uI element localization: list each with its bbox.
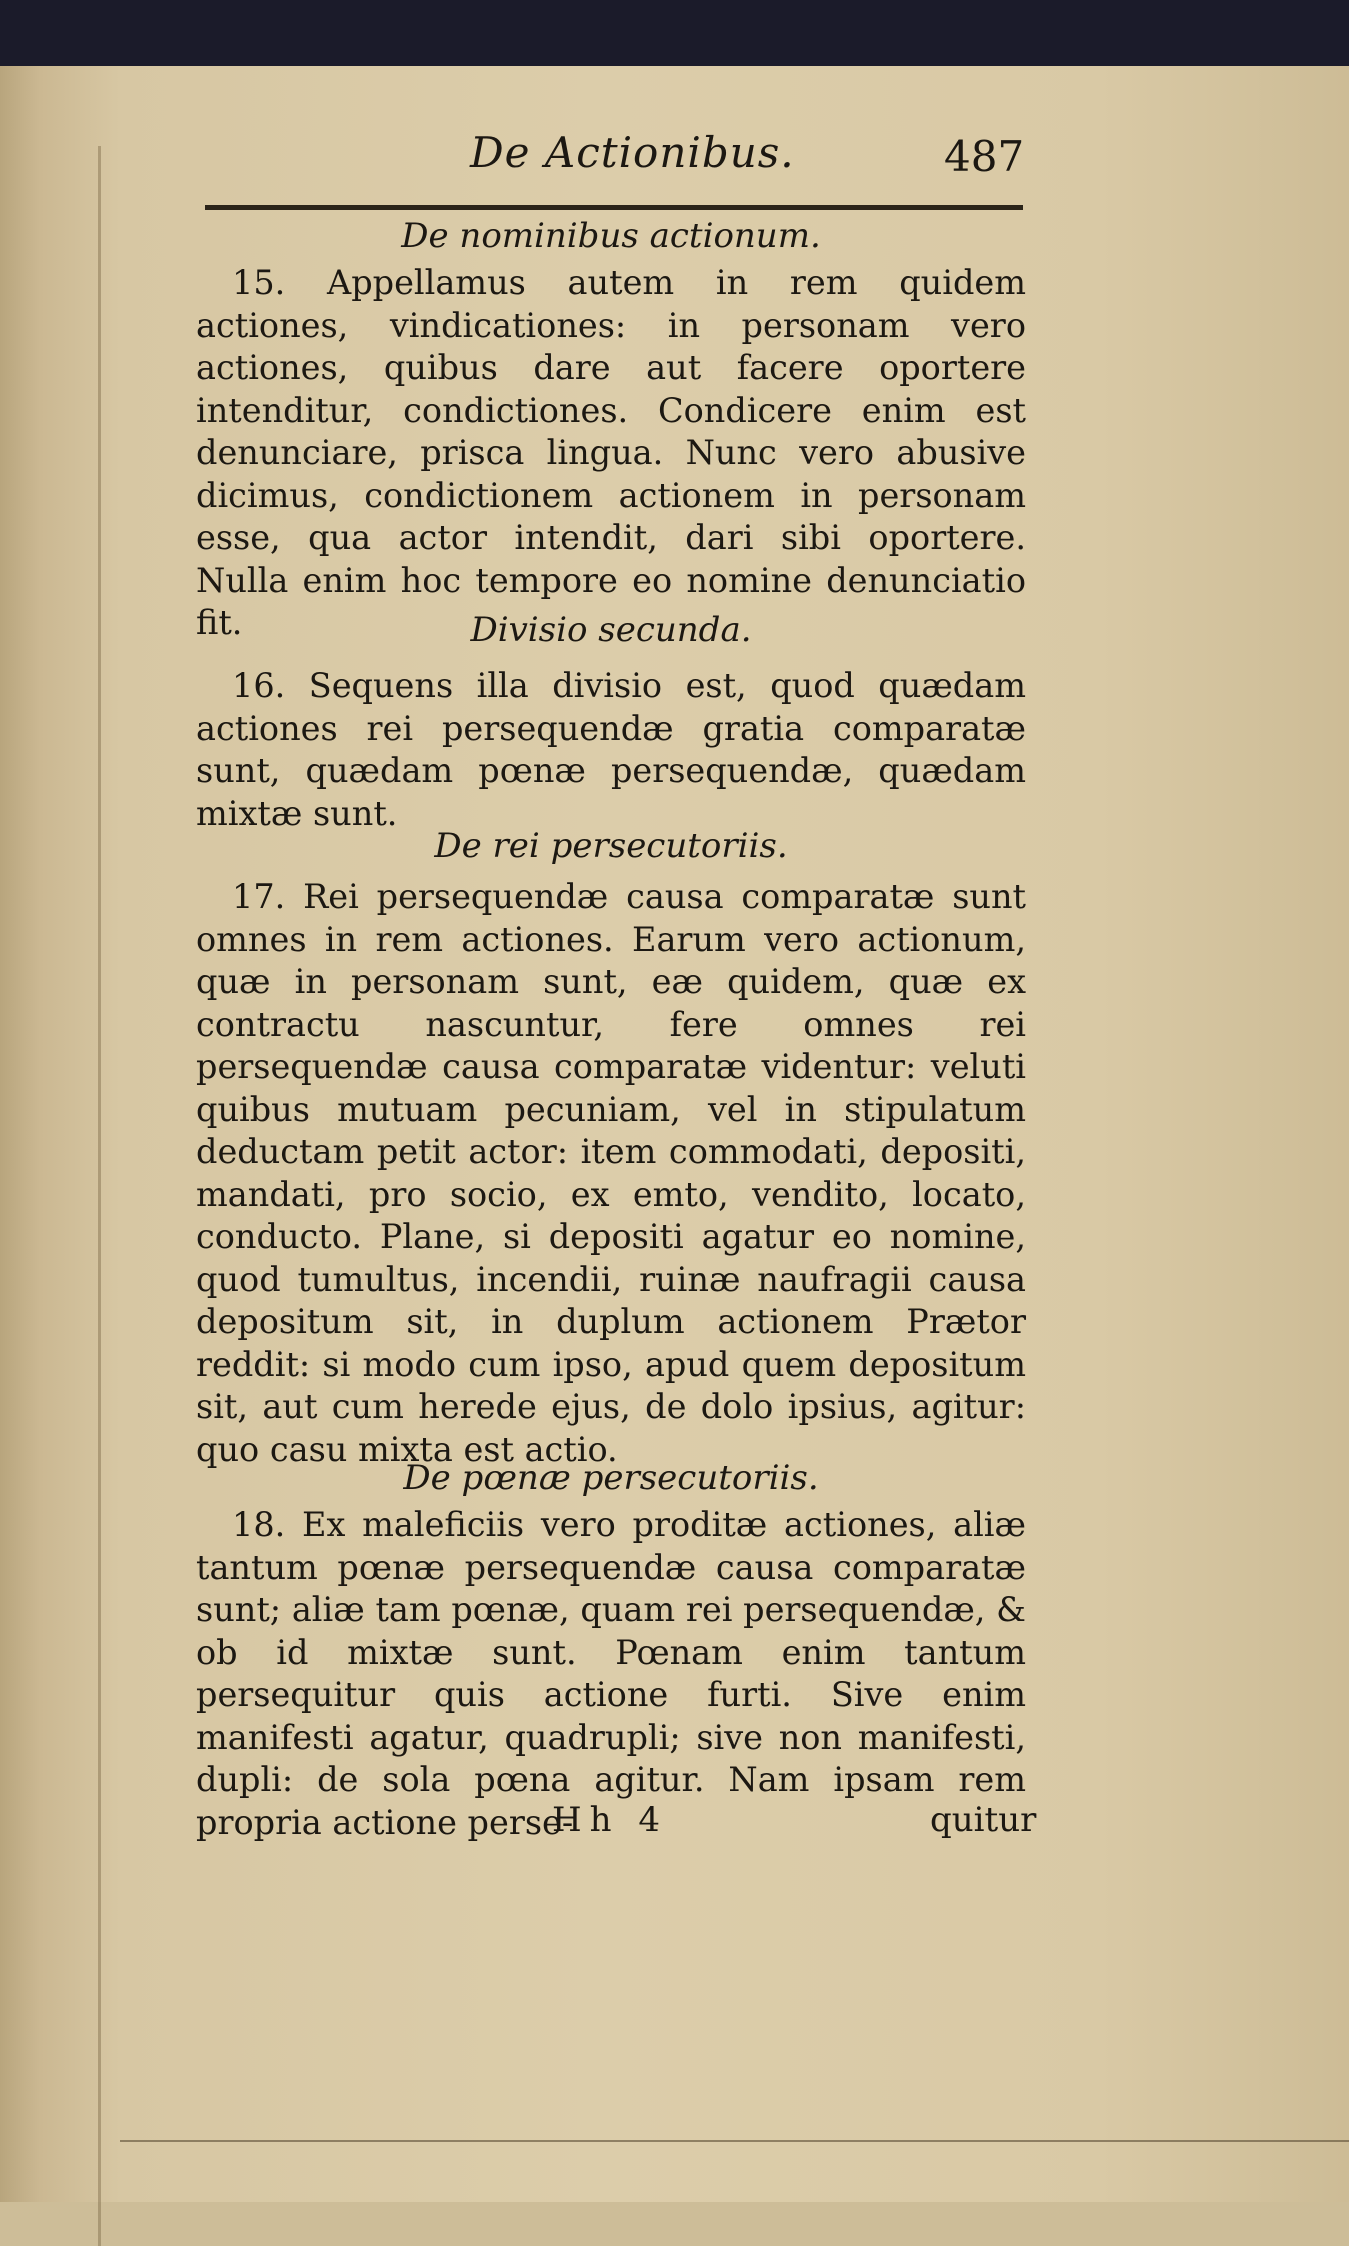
section-text-16 — [196, 665, 1026, 835]
paragraph-15: 15. Appellamus autem in rem quidem actiones, vindicationes: in personam vero actiones, quibus dare aut facere oportere intenditur, condictiones. Condicere enim est denunciare, prisca lingua. Nunc vero abusive dicimus, condictionem actionem in personam esse, qua actor intendit, dari sibi oportere. Nulla enim hoc tempore eo nomine denunciatio fit. — [196, 263, 1026, 642]
page-bottom-edge — [120, 2140, 1349, 2142]
section-heading-divisio: Divisio secunda. — [470, 610, 752, 650]
header-rule — [205, 205, 1023, 210]
catchword: quitur — [930, 1800, 1037, 1840]
page-gutter-shadow — [98, 146, 101, 2246]
section-heading-poenae: De pœnæ persecutoriis. — [403, 1458, 819, 1498]
page-number: 487 — [944, 132, 1025, 181]
section-heading-nominibus: De nominibus actionum. — [401, 216, 821, 256]
section-text-18 — [196, 1504, 1026, 1844]
scan-top-border — [0, 0, 1349, 66]
section-text-15 — [196, 262, 1026, 645]
section-text-17 — [196, 876, 1026, 1471]
signature-mark: Hh 4 — [552, 1800, 668, 1840]
section-heading-rei: De rei persecutoriis. — [434, 826, 788, 866]
paragraph-16: 16. Sequens illa divisio est, quod quædam actiones rei persequendæ gratia comparatæ sunt, quædam pœnæ persequendæ, quædam mixtæ sunt. — [196, 666, 1026, 833]
paragraph-18: 18. Ex maleficiis vero proditæ actiones, aliæ tantum pœnæ persequendæ causa comparatæ sunt; aliæ tam pœnæ, quam rei persequendæ, & ob id mixtæ sunt. Pœnam enim tantum persequitur quis actione furti. Sive enim manifesti agatur, quadrupli; sive non manifesti, dupli: de sola pœna agitur. Nam ipsam rem propria actione perse- — [196, 1505, 1026, 1842]
running-head: De Actionibus. — [470, 128, 795, 177]
paragraph-17: 17. Rei persequendæ causa comparatæ sunt omnes in rem actiones. Earum vero actionum, quæ in personam sunt, eæ quidem, quæ ex contractu nascuntur, fere omnes rei persequendæ causa comparatæ videntur: veluti quibus mutuam pecuniam, vel in stipulatum deductam petit actor: item commodati, depositi, mandati, pro socio, ex emto, vendito, locato, conducto. Plane, si depositi agatur eo nomine, quod tumultus, incendii, ruinæ naufragii causa depositum sit, in duplum actionem Prætor reddit: si modo cum ipso, apud quem depositum sit, aut cum herede ejus, de dolo ipsius, agitur: quo casu mixta est actio. — [196, 877, 1026, 1469]
